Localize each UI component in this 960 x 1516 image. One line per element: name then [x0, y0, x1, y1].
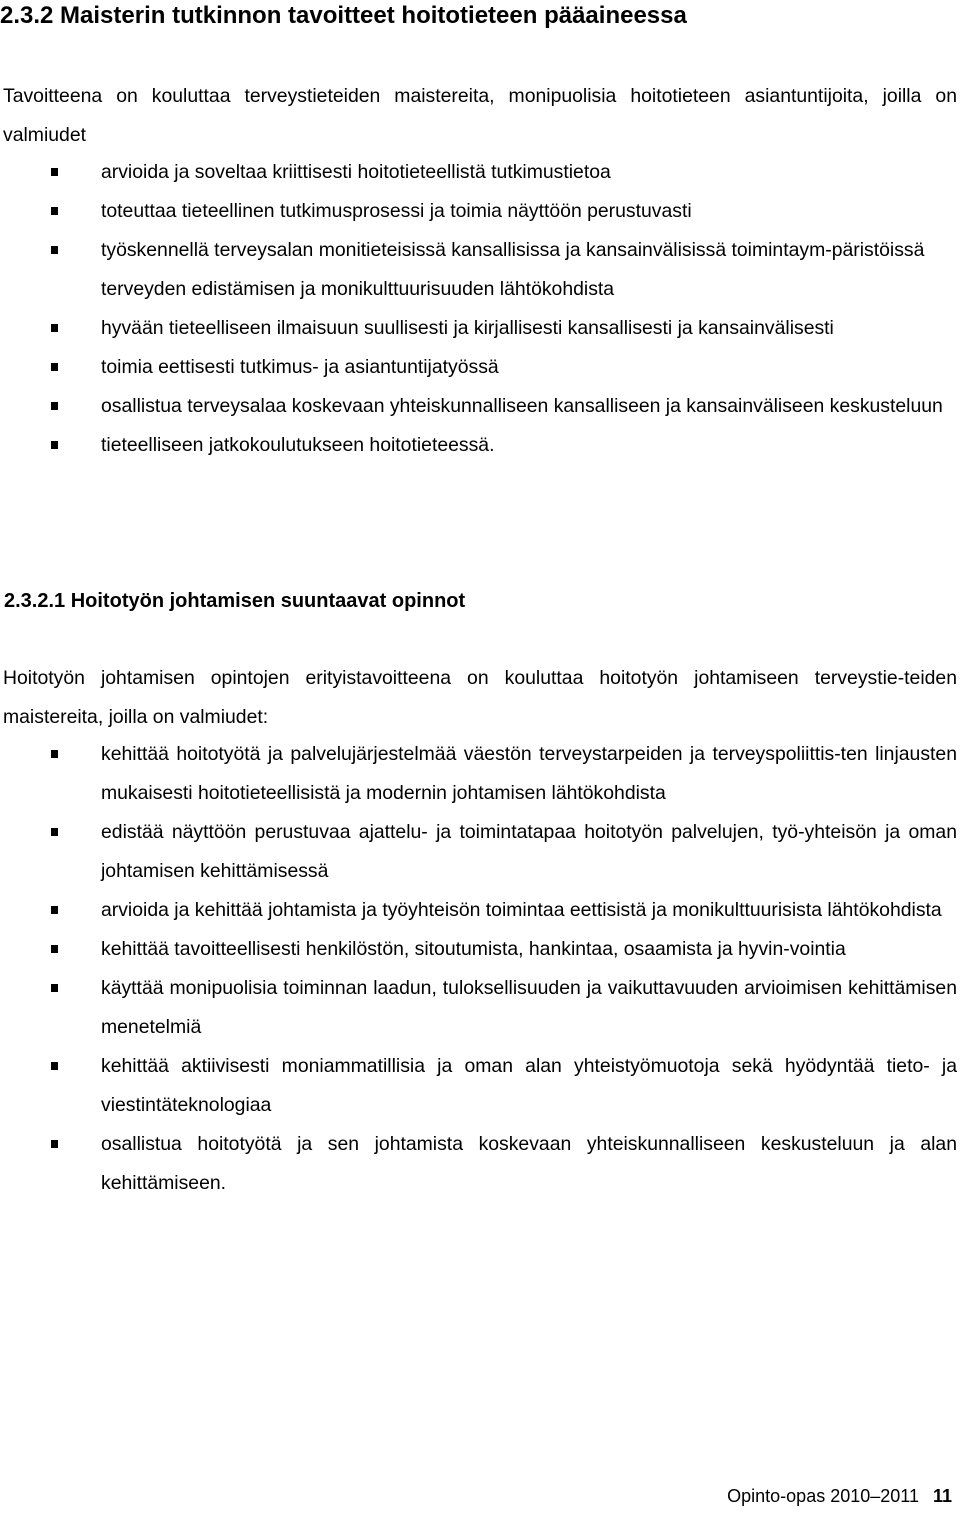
list-item-text: hyvään tieteelliseen ilmaisuun suullisesti ja kirjallisesti kansallisesti ja kansainvälisesti	[101, 317, 834, 339]
square-bullet-icon	[51, 168, 58, 176]
publication-title: Opinto-opas 2010–2011	[727, 1486, 919, 1506]
section-objectives-list	[0, 153, 960, 465]
list-item	[0, 192, 960, 231]
square-bullet-icon	[51, 1062, 58, 1070]
list-item	[0, 891, 960, 930]
square-bullet-icon	[51, 984, 58, 992]
square-bullet-icon	[51, 324, 58, 332]
square-bullet-icon	[51, 363, 58, 371]
page-number: 11	[932, 1486, 952, 1506]
list-item	[0, 348, 960, 387]
subsection-objectives-list	[0, 735, 960, 1203]
square-bullet-icon	[51, 750, 58, 758]
section-heading: 2.3.2 Maisterin tutkinnon tavoitteet hoitotieteen pääaineessa	[0, 2, 687, 29]
square-bullet-icon	[51, 207, 58, 215]
list-item	[0, 1125, 960, 1203]
list-item	[0, 387, 960, 426]
square-bullet-icon	[51, 402, 58, 410]
square-bullet-icon	[51, 441, 58, 449]
list-item	[0, 735, 960, 813]
list-item	[0, 426, 960, 465]
list-item-text: arvioida ja soveltaa kriittisesti hoitotieteellistä tutkimustietoa	[101, 161, 611, 183]
section-intro: Tavoitteena on kouluttaa terveystieteiden maistereita, monipuolisia hoitotieteen asiantuntijoita, joilla on valmiudet	[3, 85, 957, 146]
list-item-text: toteuttaa tieteellinen tutkimusprosessi ja toimia näyttöön perustuvasti	[101, 200, 692, 222]
list-item-text: tieteelliseen jatkokoulutukseen hoitotieteessä.	[101, 434, 495, 456]
list-item	[0, 153, 960, 192]
subsection-intro: Hoitotyön johtamisen opintojen erityistavoitteena on kouluttaa hoitotyön johtamiseen terveystie-teiden maistereita, joilla on valmiudet:	[3, 667, 957, 728]
list-item-text: työskennellä terveysalan monitieteisissä kansallisissa ja kansainvälisissä toimintaym-päristöissä terveyden edistämisen ja monikulttuurisuuden lähtökohdista	[101, 239, 925, 300]
list-item	[0, 969, 960, 1047]
list-item-text: käyttää monipuolisia toiminnan laadun, tuloksellisuuden ja vaikuttavuuden arvioimisen kehittämisen menetelmiä	[101, 977, 957, 1038]
list-item-text: edistää näyttöön perustuvaa ajattelu- ja toimintatapaa hoitotyön palvelujen, työ-yhteisön ja oman johtamisen kehittämisessä	[101, 821, 957, 882]
square-bullet-icon	[51, 246, 58, 254]
list-item-text: kehittää aktiivisesti moniammatillisia ja oman alan yhteistyömuotoja sekä hyödyntää tieto- ja viestintäteknologiaa	[101, 1055, 957, 1116]
list-item	[0, 813, 960, 891]
square-bullet-icon	[51, 1140, 58, 1148]
list-item-text: osallistua terveysalaa koskevaan yhteiskunnalliseen kansalliseen ja kansainväliseen keskusteluun	[101, 395, 943, 417]
square-bullet-icon	[51, 945, 58, 953]
list-item-text: kehittää tavoitteellisesti henkilöstön, sitoutumista, hankintaa, osaamista ja hyvin-vointia	[101, 938, 846, 960]
list-item	[0, 309, 960, 348]
list-item-text: toimia eettisesti tutkimus- ja asiantuntijatyössä	[101, 356, 499, 378]
list-item-text: arvioida ja kehittää johtamista ja työyhteisön toimintaa eettisistä ja monikulttuurisista lähtökohdista	[101, 899, 942, 921]
list-item	[0, 930, 960, 969]
list-item-text: osallistua hoitotyötä ja sen johtamista koskevaan yhteiskunnalliseen keskusteluun ja alan kehittämiseen.	[101, 1133, 957, 1194]
square-bullet-icon	[51, 828, 58, 836]
page-footer	[727, 1484, 952, 1508]
square-bullet-icon	[51, 906, 58, 914]
subsection-heading: 2.3.2.1 Hoitotyön johtamisen suuntaavat opinnot	[4, 590, 466, 612]
list-item	[0, 1047, 960, 1125]
list-item	[0, 231, 960, 309]
list-item-text: kehittää hoitotyötä ja palvelujärjestelmää väestön terveystarpeiden ja terveyspoliittis-ten linjausten mukaisesti hoitotieteellisistä ja modernin johtamisen lähtökohdista	[101, 743, 957, 804]
